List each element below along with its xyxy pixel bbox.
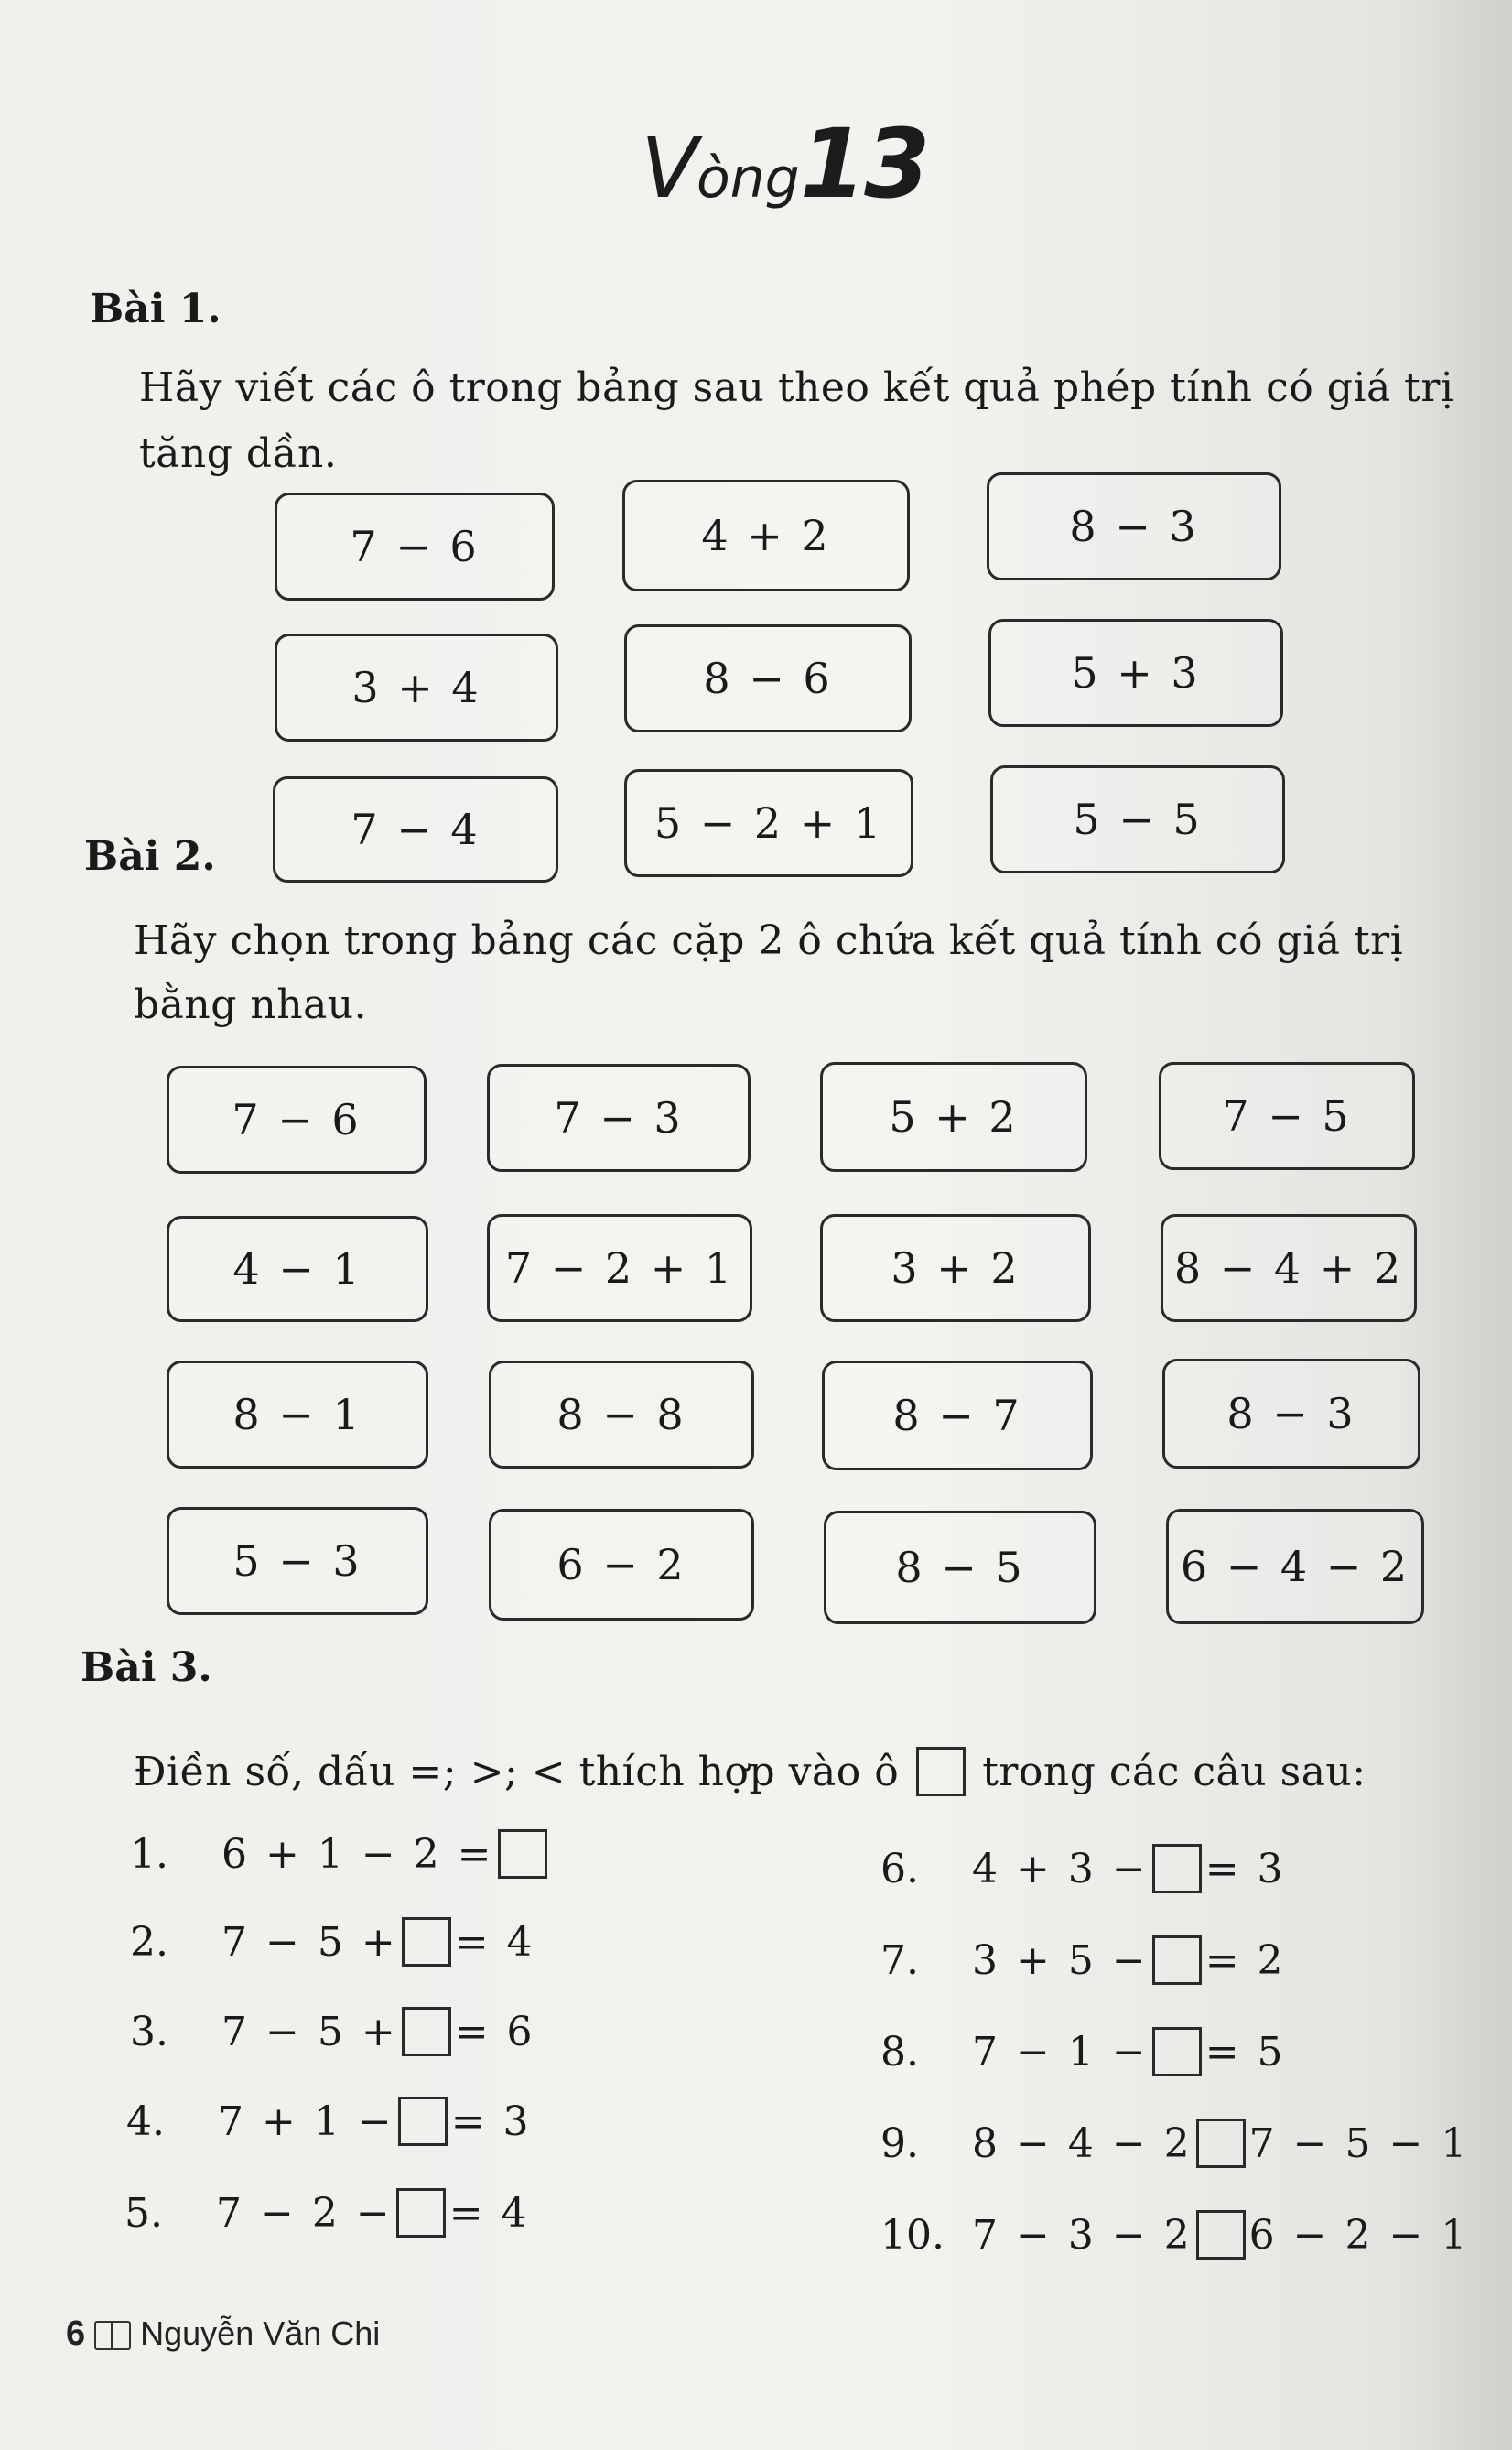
bai1-box: 3 + 4 [275, 634, 558, 742]
bai1-instruction-line2: tăng dần. [139, 430, 338, 477]
bai3-instruction [134, 1741, 1366, 1804]
item-expression-right: = 6 [454, 2009, 535, 2055]
bai2-heading: Bài 2. [84, 833, 216, 880]
answer-box-icon [916, 1747, 966, 1796]
answer-box[interactable] [1196, 2210, 1246, 2260]
page-footer [66, 2314, 380, 2354]
bai2-instruction-line1: Hãy chọn trong bảng các cặp 2 ô chứa kết quả tính có giá trị [134, 917, 1404, 964]
bai2-box: 5 + 2 [820, 1062, 1087, 1172]
exercise-item-3 [130, 2007, 535, 2060]
exercise-item-1 [130, 1829, 551, 1882]
item-number: 4. [126, 2098, 165, 2145]
item-number: 6. [880, 1846, 919, 1892]
answer-box[interactable] [1152, 1935, 1202, 1985]
exercise-item-2 [130, 1917, 535, 1970]
answer-box[interactable] [498, 1829, 547, 1879]
title-letter: V [641, 119, 697, 217]
bai2-box: 7 − 5 [1159, 1062, 1415, 1170]
exercise-item-10 [880, 2210, 1469, 2263]
item-expression: 7 − 3 − 2 [972, 2212, 1193, 2259]
bai2-box: 7 − 2 + 1 [487, 1214, 752, 1322]
book-icon [94, 2321, 131, 2350]
bai2-box: 8 − 1 [167, 1361, 428, 1469]
answer-box[interactable] [1152, 2027, 1202, 2076]
bai1-box: 8 − 3 [987, 472, 1281, 580]
bai1-box: 5 − 5 [990, 765, 1285, 873]
item-expression: 7 − 1 − [972, 2029, 1149, 2076]
item-number: 3. [130, 2009, 168, 2055]
bai2-box: 6 − 4 − 2 [1166, 1509, 1424, 1624]
item-expression-right: 7 − 5 − 1 [1248, 2120, 1470, 2167]
exercise-item-9 [880, 2119, 1469, 2172]
item-expression: 8 − 4 − 2 [972, 2120, 1193, 2167]
item-expression: 7 − 5 + [221, 1919, 398, 1966]
bai3-heading: Bài 3. [81, 1644, 212, 1691]
item-expression: 7 + 1 − [218, 2098, 394, 2145]
item-number: 1. [130, 1831, 168, 1878]
bai1-box: 5 − 2 + 1 [624, 769, 913, 877]
item-expression: 4 + 3 − [972, 1846, 1149, 1892]
bai2-box: 7 − 3 [487, 1064, 751, 1172]
item-expression: 7 − 5 + [221, 2009, 398, 2055]
item-expression: 6 + 1 − 2 = [221, 1831, 494, 1878]
page-title [641, 108, 929, 227]
exercise-item-4 [126, 2097, 532, 2150]
bai2-box: 8 − 4 + 2 [1161, 1214, 1417, 1322]
item-number: 5. [124, 2190, 163, 2237]
answer-box[interactable] [402, 2007, 451, 2056]
bai2-box: 4 − 1 [167, 1216, 428, 1322]
bai1-box: 5 + 3 [988, 619, 1283, 727]
page-number: 6 [66, 2314, 86, 2353]
item-number: 8. [880, 2029, 919, 2076]
bai2-box: 7 − 6 [167, 1066, 427, 1174]
item-number: 2. [130, 1919, 168, 1966]
title-number: 13 [799, 108, 929, 220]
item-expression-right: = 5 [1204, 2029, 1286, 2076]
bai1-box: 7 − 4 [273, 776, 558, 883]
exercise-item-5 [124, 2188, 530, 2241]
answer-box[interactable] [1152, 1844, 1202, 1893]
bai2-box: 6 − 2 [489, 1509, 754, 1621]
item-expression-right: = 3 [1204, 1846, 1286, 1892]
bai3-instruction-text: trong các câu sau: [982, 1749, 1366, 1795]
item-expression-right: = 3 [450, 2098, 532, 2145]
answer-box[interactable] [1196, 2119, 1246, 2168]
item-expression-right: = 2 [1204, 1937, 1286, 1984]
item-expression: 7 − 2 − [216, 2190, 393, 2237]
answer-box[interactable] [396, 2188, 446, 2238]
bai2-instruction-line2: bằng nhau. [134, 981, 368, 1028]
item-number: 10. [880, 2212, 945, 2259]
exercise-item-8 [880, 2027, 1286, 2080]
title-word: òng [696, 146, 800, 211]
bai3-instruction-text: Điền số, dấu =; >; < thích hợp vào ô [134, 1749, 900, 1795]
bai2-box: 8 − 7 [822, 1361, 1093, 1470]
bai2-box: 3 + 2 [820, 1214, 1091, 1322]
answer-box[interactable] [402, 1917, 451, 1967]
bai1-box: 7 − 6 [275, 493, 555, 601]
exercise-item-6 [880, 1844, 1286, 1897]
answer-box[interactable] [398, 2097, 448, 2146]
item-number: 9. [880, 2120, 919, 2167]
bai2-box: 5 − 3 [167, 1507, 428, 1615]
bai1-box: 4 + 2 [622, 480, 910, 591]
item-number: 7. [880, 1937, 919, 1984]
item-expression: 3 + 5 − [972, 1937, 1149, 1984]
bai2-box: 8 − 8 [489, 1361, 754, 1469]
item-expression-right: = 4 [454, 1919, 535, 1966]
bai1-box: 8 − 6 [624, 624, 912, 732]
bai2-box: 8 − 3 [1162, 1359, 1420, 1469]
bai1-heading: Bài 1. [90, 286, 221, 332]
exercise-item-7 [880, 1935, 1286, 1989]
author-name: Nguyễn Văn Chi [140, 2314, 381, 2352]
bai2-box: 8 − 5 [824, 1511, 1096, 1624]
bai1-instruction-line1: Hãy viết các ô trong bảng sau theo kết quả phép tính có giá trị [139, 364, 1454, 411]
item-expression-right: = 4 [448, 2190, 530, 2237]
item-expression-right: 6 − 2 − 1 [1248, 2212, 1470, 2259]
